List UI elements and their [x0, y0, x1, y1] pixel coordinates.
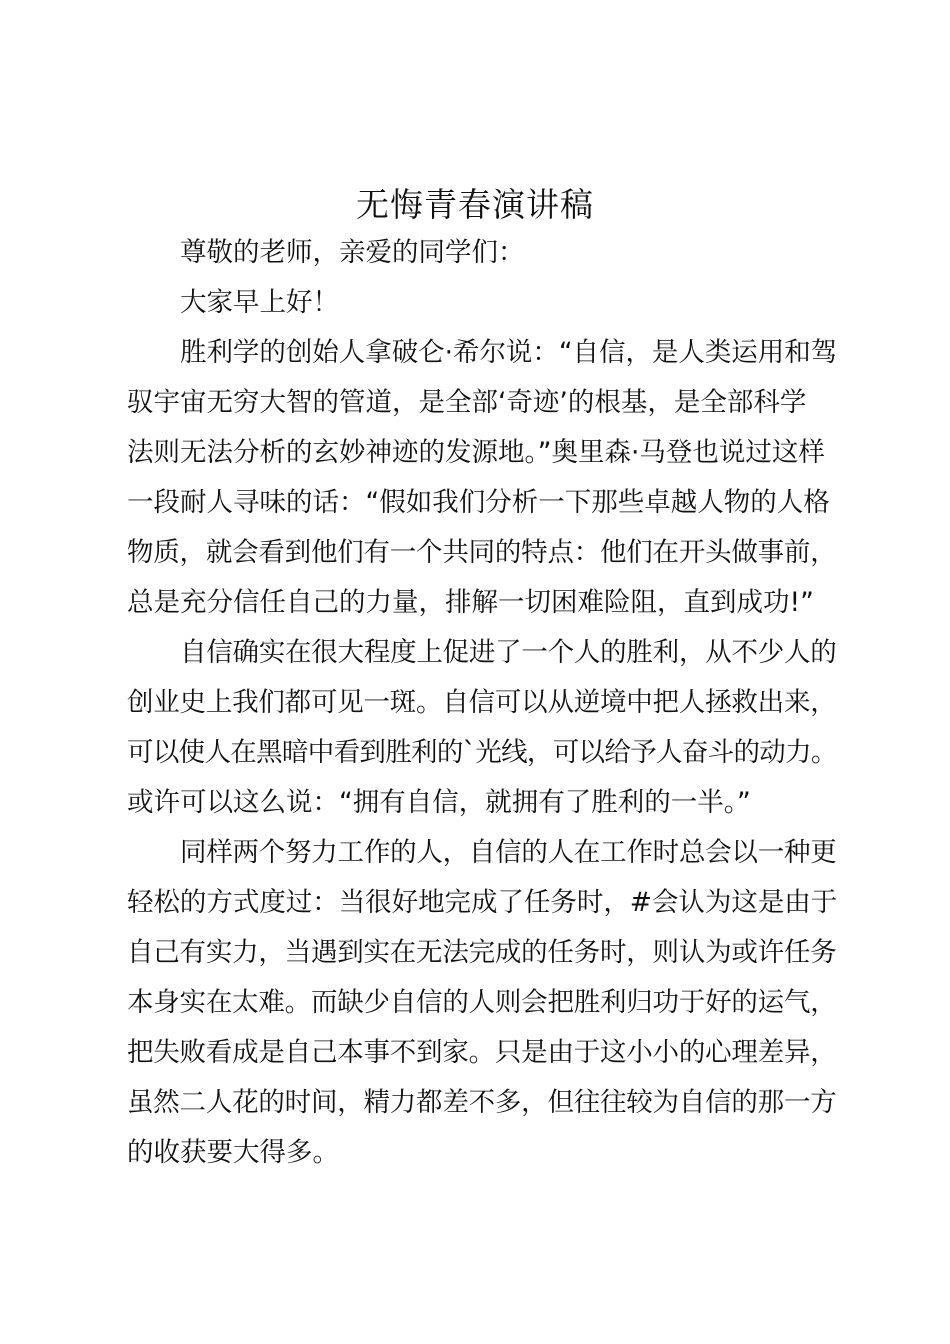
document-body [127, 228, 837, 1178]
text-line: 轻松的方式度过：当很好地完成了任务时，#会认为这是由于 [127, 887, 838, 918]
text-line: 创业史上我们都可见一斑。自信可以从逆境中把人拯救出来， [127, 687, 837, 718]
text-line: 胜利学的创始人拿破仑·希尔说：“自信，是人类运用和驾 [180, 337, 838, 368]
text-line: 一段耐人寻味的话：“假如我们分析一下那些卓越人物的人格 [127, 487, 830, 518]
text-line: 大家早上好！ [180, 287, 339, 318]
text-line: 虽然二人花的时间，精力都差不多，但往往较为自信的那一方 [127, 1087, 837, 1118]
text-line: 或许可以这么说：“拥有自信，就拥有了胜利的一半。” [127, 787, 751, 818]
document-title: 无悔青春演讲稿 [356, 185, 594, 224]
text-line: 总是充分信任自己的力量，排解一切困难险阻，直到成功!” [127, 587, 814, 618]
text-line: 本身实在太难。而缺少自信的人则会把胜利归功于好的运气， [127, 987, 837, 1018]
text-line: 自己有实力，当遇到实在无法完成的任务时，则认为或许任务 [127, 937, 837, 968]
text-line: 自信确实在很大程度上促进了一个人的胜利，从不少人的 [180, 637, 837, 668]
text-line: 尊敬的老师，亲爱的同学们： [180, 237, 525, 268]
text-line: 把失败看成是自己本事不到家。只是由于这小小的心理差异， [127, 1037, 837, 1068]
text-line: 的收获要大得多。 [127, 1137, 339, 1168]
text-line: 驭宇宙无穷大智的管道，是全部‘奇迹’的根基，是全部科学 [127, 387, 807, 418]
text-line: 法则无法分析的玄妙神迹的发源地。”奥里森·马登也说过这样 [127, 437, 825, 468]
text-line: 同样两个努力工作的人，自信的人在工作时总会以一种更 [180, 837, 837, 868]
text-line: 物质，就会看到他们有一个共同的特点：他们在开头做事前， [127, 537, 837, 568]
text-line: 可以使人在黑暗中看到胜利的`光线，可以给予人奋斗的动力。 [127, 737, 837, 768]
